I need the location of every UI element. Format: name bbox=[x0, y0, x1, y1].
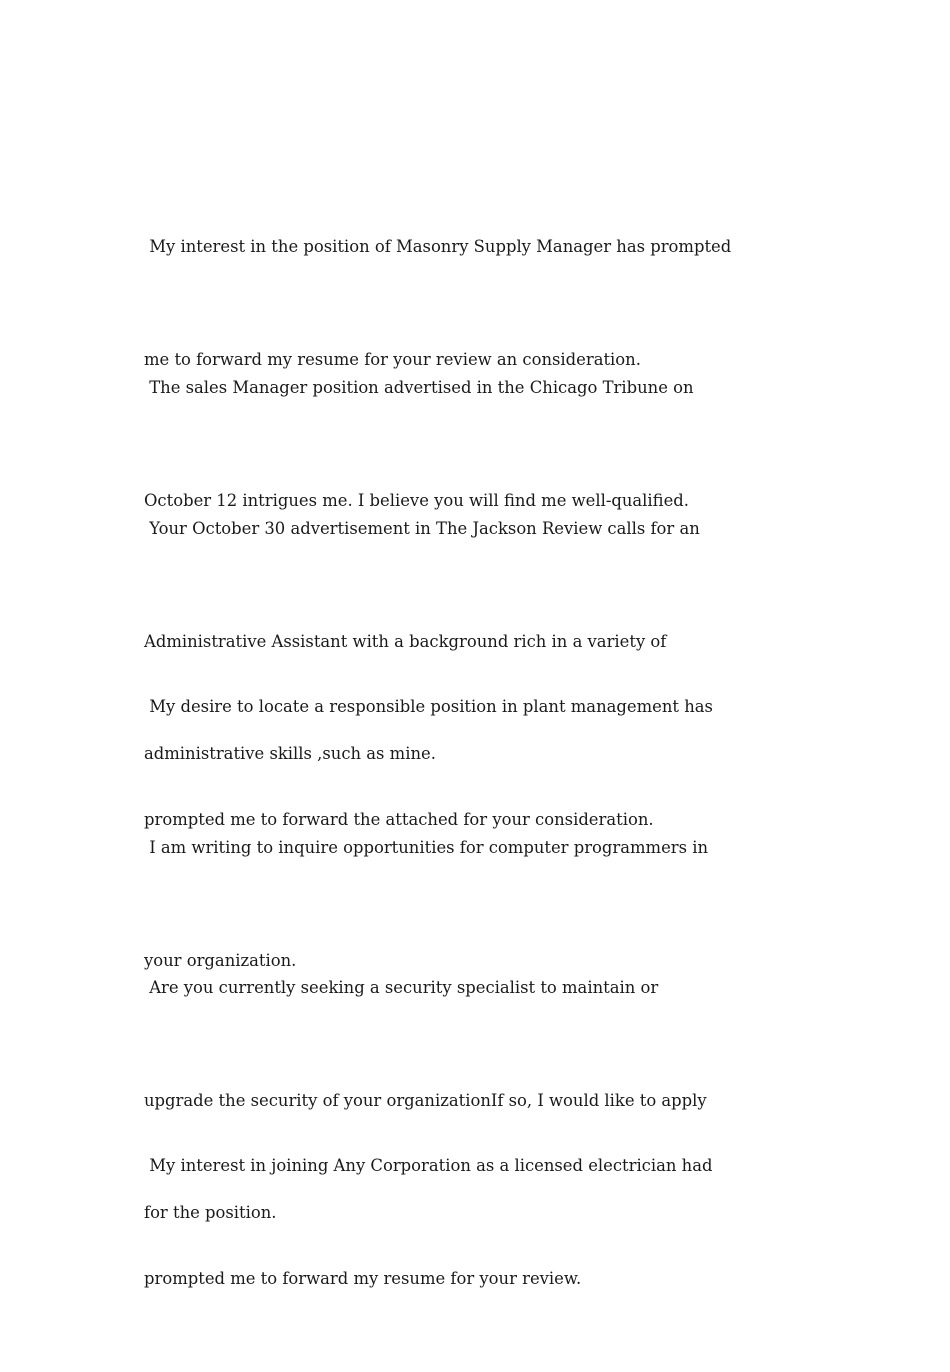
paragraph-line: prompted me to forward my resume for your review. bbox=[144, 1268, 582, 1288]
paragraph-line: upgrade the security of your organizationIf so, I would like to apply bbox=[144, 1090, 707, 1110]
paragraph-line: My interest in the position of Masonry Supply Manager has prompted bbox=[144, 237, 732, 256]
paragraph-licensed-electrician bbox=[144, 1072, 824, 1372]
paragraph-line: My desire to locate a responsible position in plant management has bbox=[144, 697, 713, 716]
paragraph-line: for the position. bbox=[144, 1203, 277, 1222]
paragraph-line: your organization. bbox=[144, 950, 297, 970]
paragraph-line: My interest in joining Any Corporation as a licensed electrician had bbox=[144, 1156, 713, 1175]
paragraph-line: prompted me to forward the attached for your consideration. bbox=[144, 809, 654, 829]
paragraph-line: I am writing to inquire opportunities for computer programmers in bbox=[144, 838, 709, 857]
paragraph-line: me to forward my resume for your review an consideration. bbox=[144, 349, 641, 369]
paragraph-line: Your October 30 advertisement in The Jackson Review calls for an bbox=[144, 519, 700, 538]
paragraph-line: Administrative Assistant with a background rich in a variety of bbox=[144, 631, 667, 651]
paragraph-line: Are you currently seeking a security specialist to maintain or bbox=[144, 978, 659, 997]
paragraph-line: administrative skills ,such as mine. bbox=[144, 744, 436, 763]
paragraph-line: The sales Manager position advertised in the Chicago Tribune on bbox=[144, 378, 694, 397]
paragraph-line: October 12 intrigues me. I believe you will find me well-qualified. bbox=[144, 490, 689, 510]
